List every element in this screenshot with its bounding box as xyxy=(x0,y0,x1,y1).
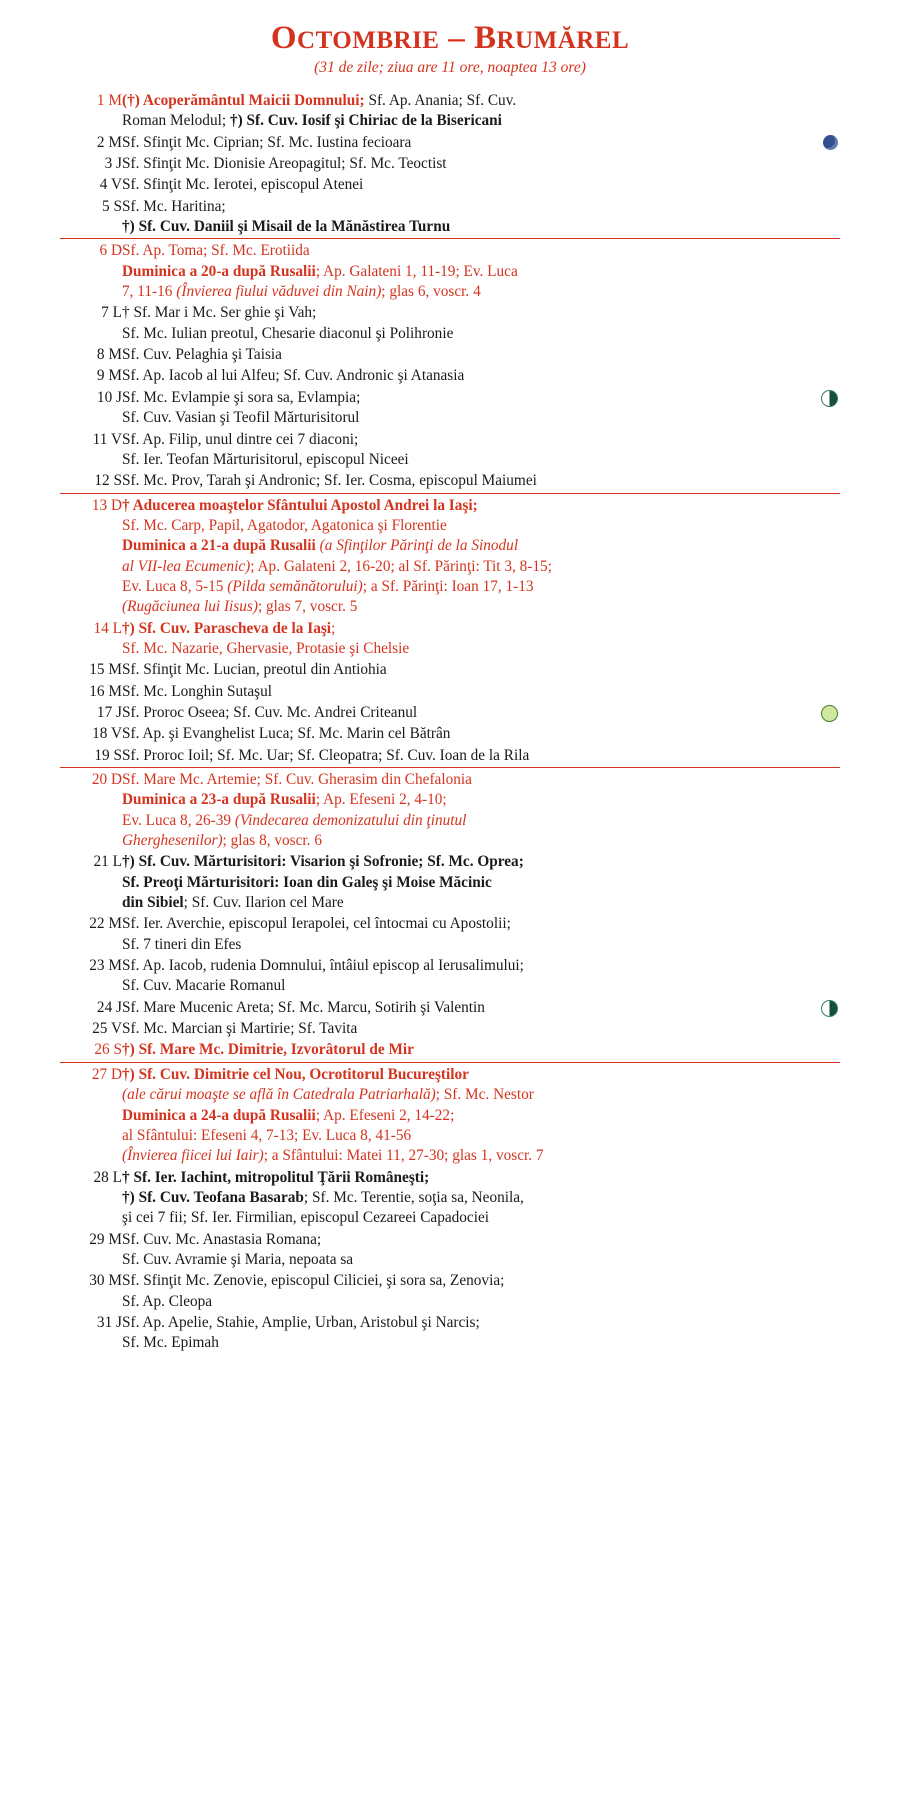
entry-text-segment: Sf. Cuv. Vasian şi Teofil Mărturisitorul xyxy=(122,409,360,427)
entry-text-segment: Sf. Ap. Apelie, Stahie, Amplie, Urban, Aristobul şi Narcis; xyxy=(122,1313,480,1331)
day-entry-text xyxy=(122,175,840,196)
day-number: 25 V xyxy=(92,1020,122,1038)
entry-line xyxy=(122,430,840,450)
day-entry-text xyxy=(122,388,840,430)
day-number: 29 M xyxy=(89,1230,122,1248)
table-row xyxy=(60,724,840,745)
day-entry-text xyxy=(122,660,840,681)
entry-text-segment: (†) Acoperământul Maicii Domnului; xyxy=(122,92,365,109)
page-subtitle: (31 de zile; ziua are 11 ore, noaptea 13 ore) xyxy=(314,59,586,76)
entry-line xyxy=(122,1292,840,1312)
day-entry-text xyxy=(122,430,840,472)
entry-line xyxy=(122,998,840,1018)
entry-text-segment: şi cei 7 fii; Sf. Ier. Firmilian, episcopul Cezareei Capadociei xyxy=(122,1209,490,1227)
entry-line xyxy=(122,1313,840,1333)
title-dash: – xyxy=(439,20,474,56)
table-row xyxy=(60,746,840,768)
entry-line xyxy=(122,956,840,976)
table-row xyxy=(60,1313,840,1355)
entry-text-segment: ; Ap. Galateni 2, 16-20; al Sf. Părinţi: Tit 3, 8-15; xyxy=(250,557,552,575)
entry-text-segment: (Învierea fiului văduvei din Nain) xyxy=(176,283,382,301)
entry-line xyxy=(122,619,840,639)
entry-line xyxy=(122,557,840,577)
table-row xyxy=(60,682,840,703)
table-row xyxy=(60,660,840,681)
entry-line xyxy=(122,345,840,365)
entry-line xyxy=(122,831,840,851)
entry-text-segment: Duminica a 21-a după Rusalii xyxy=(122,537,316,555)
entry-text-segment: Sf. Cuv. Macarie Romanul xyxy=(122,977,286,995)
entry-text-segment: ; a Sf. Părinţi: Ioan 17, 1-13 xyxy=(362,577,534,595)
day-entry-text xyxy=(122,154,840,175)
entry-line xyxy=(122,597,840,617)
table-row xyxy=(60,303,840,345)
entry-text-segment: Sf. Mc. Haritina; xyxy=(122,197,226,215)
table-row xyxy=(60,91,840,133)
entry-line xyxy=(122,496,840,516)
day-entry-text xyxy=(122,619,840,661)
table-row xyxy=(60,1040,840,1062)
entry-text-segment: ; Ap. Efeseni 2, 14-22; xyxy=(315,1106,455,1124)
entry-line xyxy=(122,1168,840,1188)
entry-text-segment: Ev. Luca 8, 5-15 xyxy=(122,577,228,595)
entry-text-segment: Duminica a 23-a după Rusalii xyxy=(122,791,316,809)
day-number: 5 S xyxy=(102,197,122,215)
day-number: 16 M xyxy=(89,682,122,700)
entry-line xyxy=(122,1106,840,1126)
table-row xyxy=(60,1230,840,1272)
entry-line xyxy=(122,154,840,174)
entry-text-segment: 7, 11-16 xyxy=(122,283,177,301)
day-number: 12 S xyxy=(94,472,122,490)
entry-text-segment: Sf. Ap. Toma; Sf. Mc. Erotiida xyxy=(122,242,310,260)
day-number: 18 V xyxy=(92,725,122,743)
entry-line xyxy=(122,1271,840,1291)
day-number: 8 M xyxy=(96,346,122,364)
title-rumarel: RUMĂREL xyxy=(496,27,630,54)
table-row xyxy=(60,493,840,619)
entry-text-segment: †) Sf. Cuv. Iosif şi Chiriac de la Bisericani xyxy=(226,112,502,130)
entry-text-segment: † Sf. Mar i Mc. Ser ghie şi Vah; xyxy=(122,304,317,322)
calendar-table xyxy=(60,91,840,1355)
table-row xyxy=(60,197,840,239)
entry-line xyxy=(122,366,840,386)
day-number: 14 L xyxy=(93,619,122,637)
entry-text-segment: ; glas 6, voscr. 4 xyxy=(381,283,481,301)
entry-line xyxy=(122,388,840,408)
day-entry-text xyxy=(122,852,840,914)
table-row xyxy=(60,956,840,998)
entry-text-segment: Sf. Mare Mc. Artemie; Sf. Cuv. Gherasim din Chefalonia xyxy=(122,771,472,788)
entry-text-segment: Sf. Sfinţit Mc. Lucian, preotul din Antiohia xyxy=(122,661,387,679)
entry-text-segment: ; Sf. Mc. Terentie, soţia sa, Neonila, xyxy=(303,1188,524,1206)
entry-line xyxy=(122,1250,840,1270)
entry-text-segment: al VII-lea Ecumenic) xyxy=(122,557,251,575)
day-entry-text xyxy=(122,239,840,304)
entry-text-segment: †) Sf. Cuv. Teofana Basarab xyxy=(122,1188,304,1206)
table-row xyxy=(60,852,840,914)
entry-line xyxy=(122,1208,840,1228)
day-entry-text xyxy=(122,1230,840,1272)
entry-line xyxy=(122,703,840,723)
entry-text-segment: Sf. Cuv. Avramie şi Maria, nepoata sa xyxy=(122,1250,354,1268)
title-ctombrie: CTOMBRIE xyxy=(297,27,440,54)
entry-text-segment: Sf. Ap. Cleopa xyxy=(122,1292,213,1310)
entry-text-segment: (Vindecarea demonizatului din ţinutul xyxy=(234,811,467,829)
entry-line xyxy=(122,577,840,597)
entry-text-segment: Sf. Mc. Prov, Tarah şi Andronic; Sf. Ier. Cosma, episcopul Maiumei xyxy=(122,472,537,490)
entry-line xyxy=(122,976,840,996)
entry-text-segment: †) Sf. Cuv. Daniil şi Misail de la Mănăstirea Turnu xyxy=(122,218,451,236)
day-entry-text xyxy=(122,366,840,387)
entry-line xyxy=(122,471,840,491)
entry-line xyxy=(122,282,840,302)
entry-text-segment: Gherghesenilor) xyxy=(122,832,223,850)
entry-text-segment: Sf. Mc. Marcian şi Martirie; Sf. Tavita xyxy=(122,1020,358,1038)
day-entry-text xyxy=(122,956,840,998)
entry-line xyxy=(122,1065,840,1085)
title-o: O xyxy=(270,20,298,56)
entry-line xyxy=(122,770,840,790)
entry-line xyxy=(122,133,840,153)
entry-text-segment: †) Sf. Cuv. Parascheva de la Iaşi xyxy=(122,619,332,637)
day-entry-text xyxy=(122,682,840,703)
day-number: 2 M xyxy=(96,133,122,151)
day-number: 30 M xyxy=(89,1272,122,1290)
entry-text-segment: Sf. Ap. Filip, unul dintre cei 7 diaconi; xyxy=(122,430,359,448)
moon-phase-icon xyxy=(821,705,838,722)
entry-text-segment: al Sfântului: Efeseni 4, 7-13; Ev. Luca 8, 41-56 xyxy=(122,1126,412,1144)
day-entry-text xyxy=(122,1271,840,1313)
entry-text-segment: Sf. Proroc Oseea; Sf. Cuv. Mc. Andrei Criteanul xyxy=(122,703,418,721)
entry-line xyxy=(122,1333,840,1353)
day-number: 3 J xyxy=(104,155,122,173)
entry-text-segment: ; Ap. Efeseni 2, 4-10; xyxy=(315,791,447,809)
day-entry-text xyxy=(122,471,840,493)
entry-line xyxy=(122,893,840,913)
entry-line xyxy=(122,111,840,131)
day-entry-text xyxy=(122,1168,840,1230)
entry-text-segment: Sf. Mc. Carp, Papil, Agatodor, Agatonica şi Florentie xyxy=(122,516,447,534)
entry-line xyxy=(122,1230,840,1250)
table-row xyxy=(60,703,840,724)
title-b: B xyxy=(473,20,497,56)
entry-line xyxy=(122,811,840,831)
entry-line xyxy=(122,746,840,766)
entry-text-segment: Sf. Mc. Epimah xyxy=(122,1334,219,1352)
day-number: 31 J xyxy=(96,1313,122,1331)
entry-text-segment: †) Sf. Cuv. Dimitrie cel Nou, Ocrotitorul Bucureştilor xyxy=(122,1065,469,1083)
entry-text-segment: †) Sf. Mare Mc. Dimitrie, Izvorâtorul de Mir xyxy=(122,1041,414,1059)
entry-text-segment: Sf. Ap. Iacob, rudenia Domnului, întâiul episcop al Ierusalimului; xyxy=(122,957,524,975)
table-row xyxy=(60,366,840,387)
entry-text-segment: Sf. Sfinţit Mc. Ierotei, episcopul Atenei xyxy=(122,176,364,194)
entry-line xyxy=(122,1040,840,1060)
entry-text-segment: ; Sf. Cuv. Ilarion cel Mare xyxy=(183,894,344,912)
entry-text-segment: † Sf. Ier. Iachint, mitropolitul Ţării Româneşti; xyxy=(122,1168,430,1186)
entry-text-segment: Duminica a 20-a după Rusalii xyxy=(122,262,316,280)
day-number: 28 L xyxy=(93,1168,122,1186)
entry-text-segment: Sf. Ap. Iacob al lui Alfeu; Sf. Cuv. Andronic şi Atanasia xyxy=(122,367,465,385)
day-entry-text xyxy=(122,197,840,239)
table-row xyxy=(60,1168,840,1230)
day-entry-text xyxy=(122,345,840,366)
day-number: 27 D xyxy=(60,1062,122,1167)
table-row xyxy=(60,239,840,304)
day-entry-text xyxy=(122,303,840,345)
entry-text-segment: † Aducerea moaştelor Sfântului Apostol Andrei la Iaşi; xyxy=(122,496,478,514)
day-number: 26 S xyxy=(94,1041,122,1059)
entry-text-segment: ; glas 8, voscr. 6 xyxy=(222,832,322,850)
entry-text-segment: Sf. Mc. Evlampie şi sora sa, Evlampia; xyxy=(122,388,361,406)
table-row xyxy=(60,768,840,853)
entry-text-segment: Sf. Mc. Longhin Sutaşul xyxy=(122,682,272,700)
entry-line xyxy=(122,1126,840,1146)
entry-text-segment: Sf. Preoţi Mărturisitori: Ioan din Galeş şi Moise Măcinic xyxy=(122,873,492,891)
entry-text-segment: ; Sf. Mc. Nestor xyxy=(435,1086,534,1104)
day-number: 20 D xyxy=(60,768,122,853)
entry-line xyxy=(122,1085,840,1105)
page-title-text xyxy=(271,20,629,56)
entry-text-segment: (Rugăciunea lui Iisus) xyxy=(122,598,258,616)
entry-line xyxy=(122,935,840,955)
entry-line xyxy=(122,660,840,680)
table-row xyxy=(60,345,840,366)
entry-line xyxy=(122,1019,840,1039)
entry-text-segment: Sf. 7 tineri din Efes xyxy=(122,935,242,953)
table-row xyxy=(60,133,840,154)
day-entry-text xyxy=(122,1019,840,1040)
day-entry-text xyxy=(122,998,840,1019)
day-number: 6 D xyxy=(60,239,122,304)
entry-text-segment: Ev. Luca 8, 26-39 xyxy=(122,811,235,829)
entry-text-segment: Sf. Cuv. Pelaghia şi Taisia xyxy=(122,346,282,364)
entry-line xyxy=(122,450,840,470)
entry-text-segment: Sf. Ap. şi Evanghelist Luca; Sf. Mc. Marin cel Bătrân xyxy=(122,725,451,743)
entry-line xyxy=(122,516,840,536)
entry-text-segment: ; glas 7, voscr. 5 xyxy=(257,598,358,616)
day-number: 19 S xyxy=(94,746,122,764)
entry-line xyxy=(122,324,840,344)
entry-line xyxy=(122,682,840,702)
table-row xyxy=(60,1271,840,1313)
moon-phase-icon xyxy=(821,1000,838,1017)
entry-line xyxy=(122,790,840,810)
day-number: 22 M xyxy=(89,915,122,933)
entry-text-segment: (ale cărui moaşte se află în Catedrala Patriarhală) xyxy=(122,1086,436,1104)
day-number: 21 L xyxy=(93,853,122,871)
day-entry-text xyxy=(122,768,840,853)
entry-line xyxy=(122,914,840,934)
entry-line xyxy=(122,639,840,659)
entry-text-segment: (Învierea fiicei lui Iair) xyxy=(122,1147,264,1165)
entry-line xyxy=(122,197,840,217)
day-number: 11 V xyxy=(92,430,122,448)
day-entry-text xyxy=(122,1313,840,1355)
day-entry-text xyxy=(122,91,840,133)
moon-phase-icon xyxy=(821,390,838,407)
entry-text-segment: Sf. Proroc Ioil; Sf. Mc. Uar; Sf. Cleopatra; Sf. Cuv. Ioan de la Rila xyxy=(122,746,530,764)
table-row xyxy=(60,471,840,493)
day-entry-text xyxy=(122,724,840,745)
table-row xyxy=(60,388,840,430)
day-entry-text xyxy=(122,914,840,956)
entry-text-segment: din Sibiel xyxy=(122,894,184,912)
entry-text-segment: Sf. Sfinţit Mc. Ciprian; Sf. Mc. Iustina fecioara xyxy=(122,133,412,151)
entry-line xyxy=(122,1188,840,1208)
entry-text-segment: †) Sf. Cuv. Mărturisitori: Visarion şi Sofronie; Sf. Mc. Oprea; xyxy=(122,853,524,871)
day-number: 24 J xyxy=(96,998,122,1016)
page-title xyxy=(60,20,840,57)
table-row xyxy=(60,619,840,661)
entry-text-segment: (Pilda semănătorului) xyxy=(227,577,363,595)
day-entry-text xyxy=(122,1062,840,1167)
entry-line xyxy=(122,262,840,282)
entry-text-segment: Sf. Mc. Nazarie, Ghervasie, Protasie şi Chelsie xyxy=(122,639,410,657)
day-entry-text xyxy=(122,703,840,724)
table-row xyxy=(60,1062,840,1167)
entry-text-segment: Sf. Cuv. Mc. Anastasia Romana; xyxy=(122,1230,322,1248)
entry-text-segment: Sf. Ier. Averchie, episcopul Ierapolei, cel întocmai cu Apostolii; xyxy=(122,915,511,933)
entry-text-segment: (a Sfinţilor Părinţi de la Sinodul xyxy=(315,537,519,555)
entry-text-segment: Duminica a 24-a după Rusalii xyxy=(122,1106,316,1124)
entry-text-segment: ; Ap. Galateni 1, 11-19; Ev. Luca xyxy=(315,262,518,280)
entry-line xyxy=(122,1146,840,1166)
entry-text-segment: ; xyxy=(331,619,336,637)
entry-text-segment: Sf. Ap. Anania; Sf. Cuv. xyxy=(364,92,517,109)
entry-line xyxy=(122,241,840,261)
entry-text-segment: Sf. Mc. Iulian preotul, Chesarie diaconul şi Polihronie xyxy=(122,324,454,342)
entry-line xyxy=(122,408,840,428)
entry-line xyxy=(122,873,840,893)
day-number: 1 M xyxy=(96,92,122,109)
entry-line xyxy=(122,303,840,323)
moon-phase-icon xyxy=(823,135,838,150)
day-entry-text xyxy=(122,746,840,768)
entry-text-segment: ; a Sfântului: Matei 11, 27-30; glas 1, voscr. 7 xyxy=(263,1147,544,1165)
entry-line xyxy=(122,536,840,556)
table-row xyxy=(60,154,840,175)
day-number: 13 D xyxy=(60,493,122,619)
day-number: 4 V xyxy=(99,176,122,194)
entry-line xyxy=(122,852,840,872)
day-entry-text xyxy=(122,133,840,154)
day-number: 10 J xyxy=(96,388,122,406)
entry-text-segment: Roman Melodul; xyxy=(122,112,227,130)
day-entry-text xyxy=(122,1040,840,1062)
entry-text-segment: Sf. Ier. Teofan Mărturisitorul, episcopul Niceei xyxy=(122,450,409,468)
entry-line xyxy=(122,217,840,237)
entry-text-segment: Sf. Sfinţit Mc. Dionisie Areopagitul; Sf. Mc. Teoctist xyxy=(122,155,447,173)
day-entry-text xyxy=(122,493,840,619)
entry-line xyxy=(122,175,840,195)
day-number: 15 M xyxy=(89,661,122,679)
table-row xyxy=(60,998,840,1019)
entry-line xyxy=(122,91,840,111)
entry-text-segment: Sf. Sfinţit Mc. Zenovie, episcopul Ciliciei, şi sora sa, Zenovia; xyxy=(122,1272,505,1290)
day-number: 7 L xyxy=(101,304,122,322)
day-number: 17 J xyxy=(96,703,122,721)
entry-line xyxy=(122,724,840,744)
day-number: 9 M xyxy=(96,367,122,385)
entry-text-segment: Sf. Mare Mucenic Areta; Sf. Mc. Marcu, Sotirih şi Valentin xyxy=(122,998,485,1016)
table-row xyxy=(60,175,840,196)
table-row xyxy=(60,430,840,472)
table-row xyxy=(60,914,840,956)
day-number: 23 M xyxy=(89,957,122,975)
table-row xyxy=(60,1019,840,1040)
